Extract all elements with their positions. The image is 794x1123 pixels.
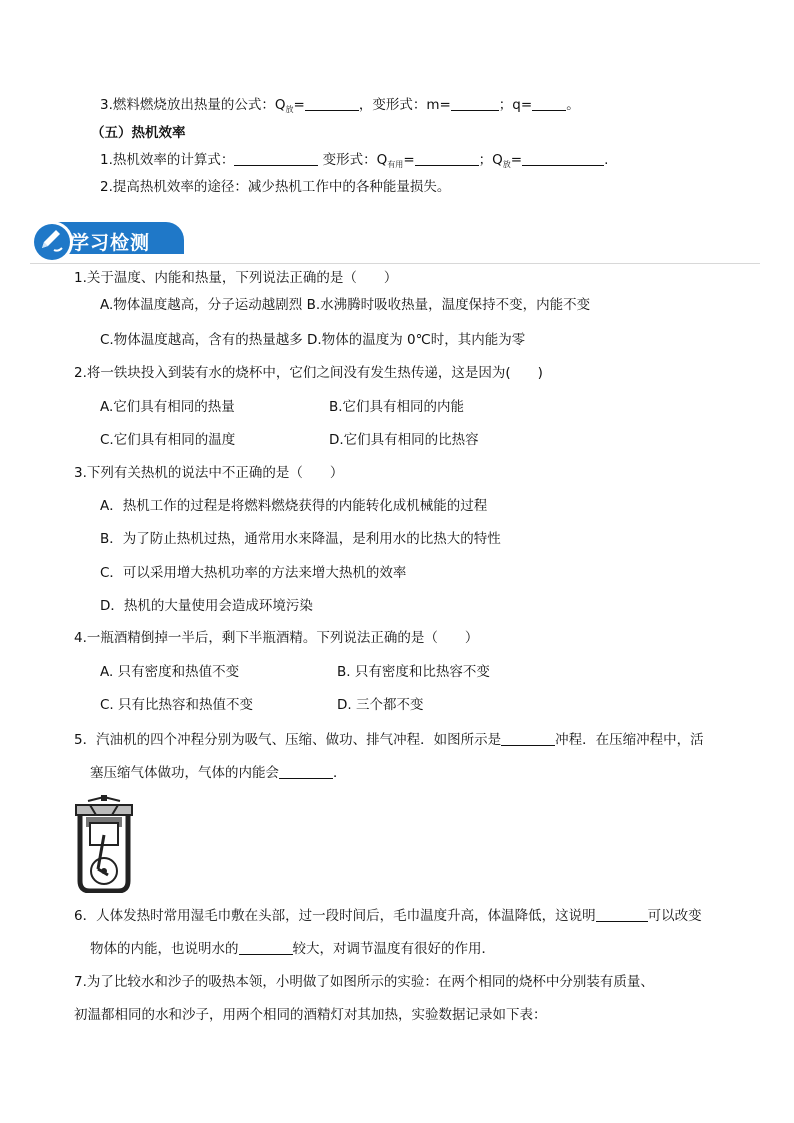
fuel-heat-lead: 3.燃料燃烧放出热量的公式：Q (100, 97, 286, 113)
efficiency-end: . (604, 152, 609, 168)
answer-blank-qyouyong[interactable] (415, 152, 479, 166)
fuel-heat-mid: ，变形式：m= (358, 97, 451, 113)
q6-line2 (90, 939, 495, 959)
banner-divider (30, 263, 760, 264)
answer-blank-property[interactable] (239, 941, 293, 955)
q5-line1-b: 冲程．在压缩冲程中，活 (555, 732, 704, 748)
q5-line1 (74, 730, 704, 750)
q2-option-c: C.它们具有相同的温度 (100, 432, 236, 448)
q6-line1-a: 6．人体发热时常用湿毛巾敷在头部，过一段时间后，毛巾温度升高，体温降低，这说明 (74, 908, 596, 924)
subscript-fang: 放 (502, 160, 511, 169)
q2-stem: 2.将一铁块投入到装有水的烧杯中，它们之间没有发生热传递，这是因为( ) (74, 365, 543, 381)
q6-line1-b: 可以改变 (647, 908, 702, 924)
engine-cylinder-figure (70, 793, 138, 893)
efficiency-formula-line (100, 150, 608, 175)
answer-blank-method[interactable] (596, 908, 648, 922)
efficiency-lead: 1.热机效率的计算式： (100, 152, 235, 168)
efficiency-mid: 变形式：Q (318, 152, 388, 168)
equals-sign: = (293, 97, 305, 113)
fuel-heat-formula-line (100, 95, 580, 120)
q7-line1: 7.为了比较水和沙子的吸热本领，小明做了如图所示的实验：在两个相同的烧杯中分别装有质量、 (74, 974, 654, 990)
q1-options-ab: A.物体温度越高，分子运动越剧烈 B.水沸腾时吸收热量，温度保持不变，内能不变 (100, 297, 591, 313)
improve-efficiency-line: 2.提高热机效率的途径：减少热机工作中的各种能量损失。 (100, 179, 451, 195)
q5-line2 (90, 763, 347, 783)
answer-blank-stroke[interactable] (501, 732, 555, 746)
answer-blank-qfang[interactable] (522, 152, 604, 166)
q3-option-b: B．为了防止热机过热，通常用水来降温，是利用水的比热大的特性 (100, 531, 501, 547)
answer-blank-q[interactable] (305, 97, 359, 111)
fuel-heat-end: 。 (566, 97, 580, 113)
equals-sign: = (403, 152, 415, 168)
subscript-youyong: 有用 (387, 160, 404, 169)
q4-option-c: C. 只有比热容和热值不变 (100, 697, 254, 713)
q5-line1-a: 5．汽油机的四个冲程分别为吸气、压缩、做功、排气冲程．如图所示是 (74, 732, 502, 748)
q5-line2-b: ． (333, 765, 347, 781)
q2-option-b: B.它们具有相同的内能 (329, 399, 465, 415)
answer-blank-efficiency[interactable] (234, 152, 318, 166)
equals-sign: = (510, 152, 523, 168)
answer-blank-internal-energy[interactable] (279, 765, 333, 779)
subscript-fang: 放 (285, 105, 294, 114)
q6-line2-a: 物体的内能，也说明水的 (90, 941, 239, 957)
q3-option-c: C．可以采用增大热机功率的方法来增大热机的效率 (100, 565, 407, 581)
q2-option-d: D.它们具有相同的比热容 (329, 432, 479, 448)
efficiency-semicolon: ；Q (478, 152, 503, 168)
q3-option-d: D．热机的大量使用会造成环境污染 (100, 598, 313, 614)
q4-option-b: B. 只有密度和比热容不变 (337, 664, 490, 680)
q5-line2-a: 塞压缩气体做功，气体的内能会 (90, 765, 279, 781)
q1-stem: 1.关于温度、内能和热量，下列说法正确的是（ ） (74, 270, 398, 286)
q4-option-a: A. 只有密度和热值不变 (100, 664, 240, 680)
q6-line2-b: 较大，对调节温度有很好的作用． (292, 941, 495, 957)
q7-line2: 初温都相同的水和沙子，用两个相同的酒精灯对其加热，实验数据记录如下表： (74, 1007, 547, 1023)
answer-blank-qval[interactable] (532, 97, 566, 111)
q3-option-a: A．热机工作的过程是将燃料燃烧获得的内能转化成机械能的过程 (100, 498, 488, 514)
q3-stem: 3.下列有关热机的说法中不正确的是（ ） (74, 465, 344, 481)
q4-option-d: D. 三个都不变 (337, 697, 424, 713)
answer-blank-m[interactable] (451, 97, 499, 111)
banner-title: 学习检测 (70, 232, 151, 254)
q1-options-cd: C.物体温度越高，含有的热量越多 D.物体的温度为 0℃时，其内能为零 (100, 332, 526, 348)
fuel-heat-semicolon: ；q= (498, 97, 533, 113)
q2-option-a: A.它们具有相同的热量 (100, 399, 235, 415)
q6-line1 (74, 906, 702, 926)
section5-heading: （五）热机效率 (91, 125, 186, 141)
q4-stem: 4.一瓶酒精倒掉一半后，剩下半瓶酒精。下列说法正确的是（ ） (74, 630, 479, 646)
